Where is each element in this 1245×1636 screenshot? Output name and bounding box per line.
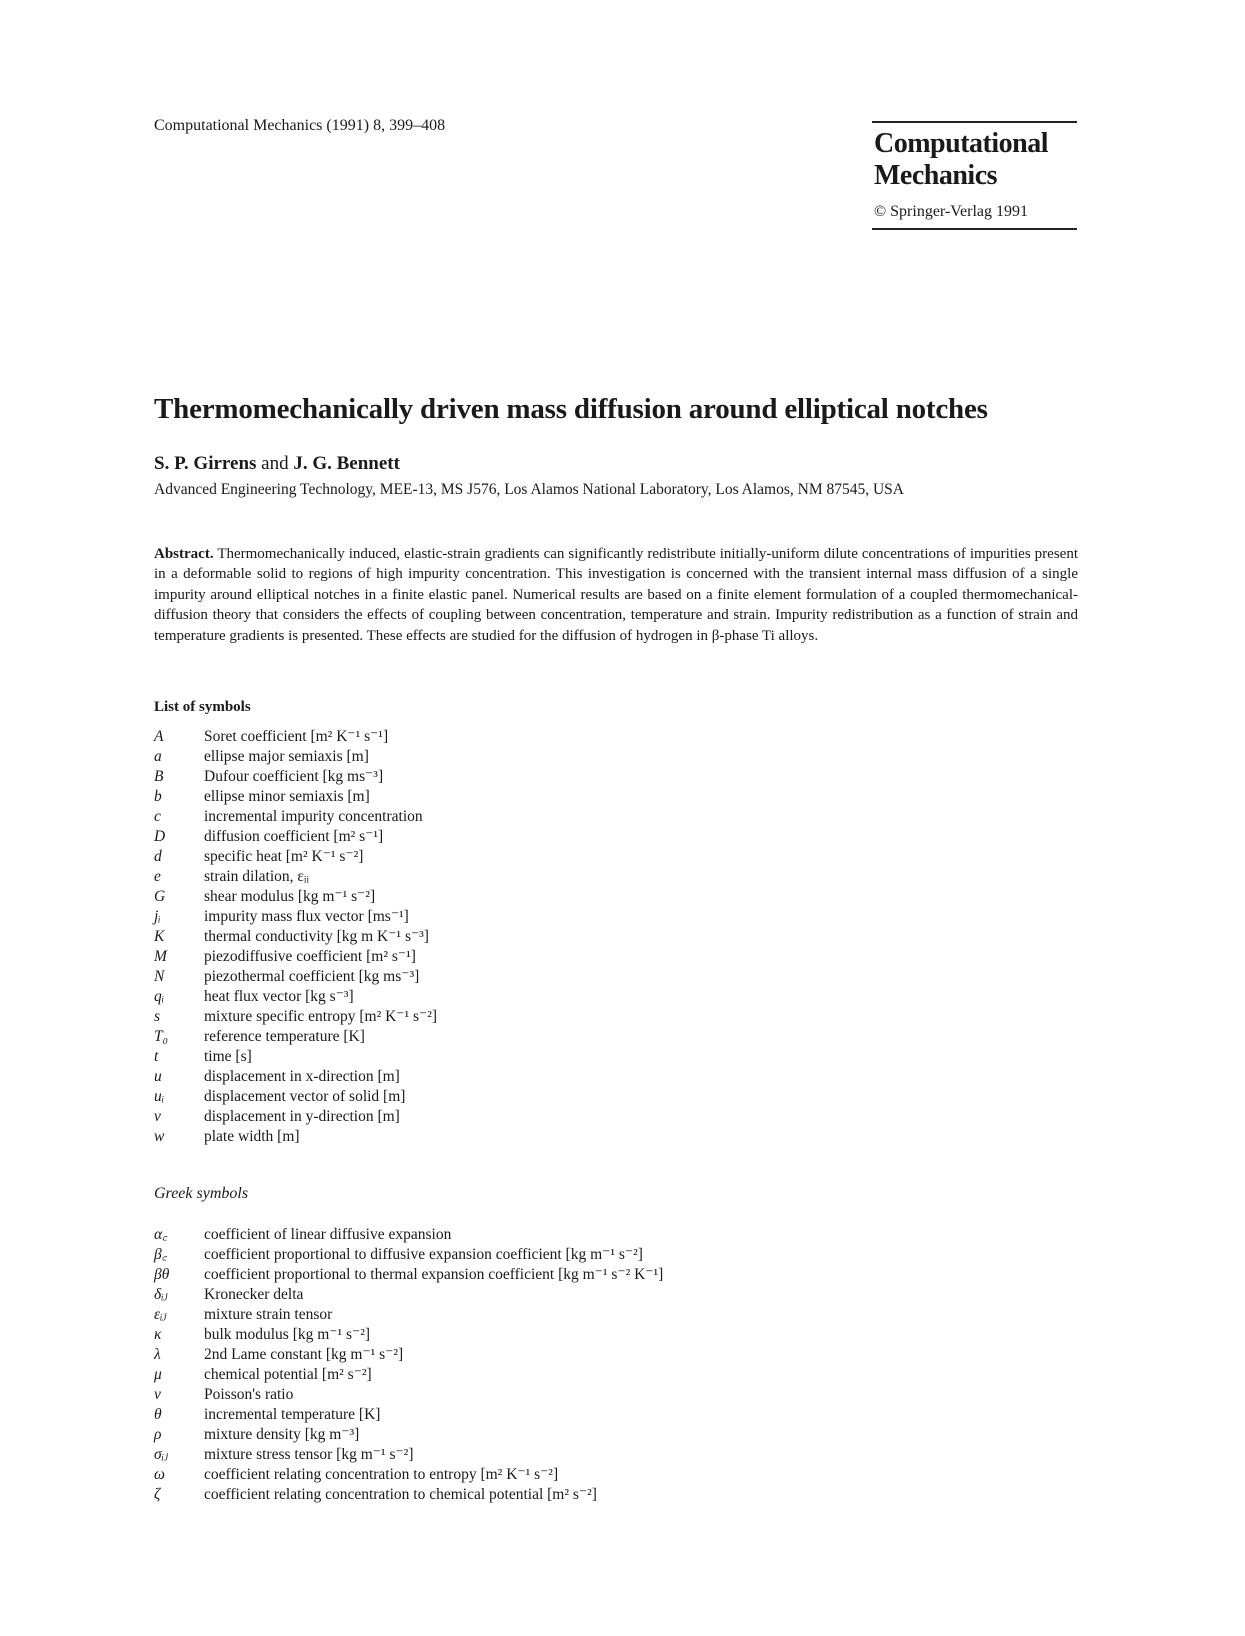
symbol-description: heat flux vector [kg s⁻³] (204, 988, 354, 1005)
author-name: S. P. Girrens (154, 453, 257, 474)
symbols-list (154, 727, 954, 1147)
symbol-description: mixture strain tensor (204, 1306, 333, 1323)
symbol-description: coefficient relating concentration to chemical potential [m² s⁻²] (204, 1486, 597, 1503)
symbol-description: bulk modulus [kg m⁻¹ s⁻²] (204, 1326, 371, 1343)
symbol-row (154, 767, 954, 787)
symbol-description: displacement in x-direction [m] (204, 1068, 400, 1085)
symbol-row (154, 1265, 954, 1285)
symbol-row (154, 1465, 954, 1485)
symbol-description: time [s] (204, 1048, 252, 1065)
symbol: c (154, 808, 161, 825)
symbol-description: mixture density [kg m⁻³] (204, 1426, 360, 1443)
symbol: a (154, 748, 162, 765)
symbol-row (154, 1485, 954, 1505)
symbol-row (154, 807, 954, 827)
symbol-row (154, 1225, 954, 1245)
symbol-row (154, 1385, 954, 1405)
symbol: e (154, 868, 161, 885)
symbol-row (154, 747, 954, 767)
symbol: M (154, 948, 167, 965)
symbol-description: Kronecker delta (204, 1286, 304, 1303)
paper-title: Thermomechanically driven mass diffusion around elliptical notches (154, 393, 988, 425)
greek-symbols-heading: Greek symbols (154, 1185, 249, 1202)
symbol: w (154, 1128, 165, 1145)
symbol-description: diffusion coefficient [m² s⁻¹] (204, 828, 384, 845)
symbol-description: mixture specific entropy [m² K⁻¹ s⁻²] (204, 1008, 438, 1025)
journal-name-line1: Computational (874, 128, 1048, 159)
symbol: μ (154, 1366, 162, 1383)
symbol: v (154, 1108, 161, 1125)
symbol: ρ (154, 1426, 162, 1443)
symbol: εᵢⱼ (154, 1306, 167, 1323)
symbol-row (154, 1107, 954, 1127)
symbol-description: Soret coefficient [m² K⁻¹ s⁻¹] (204, 728, 389, 745)
symbol-description: thermal conductivity [kg m K⁻¹ s⁻³] (204, 928, 429, 945)
symbol-row (154, 827, 954, 847)
symbol-row (154, 1285, 954, 1305)
symbol-row (154, 1425, 954, 1445)
symbol-description: 2nd Lame constant [kg m⁻¹ s⁻²] (204, 1346, 404, 1363)
greek-symbols-list (154, 1225, 954, 1505)
symbol-row (154, 967, 954, 987)
symbol-description: shear modulus [kg m⁻¹ s⁻²] (204, 888, 376, 905)
symbol: β꜀ (154, 1246, 168, 1263)
journal-citation: Computational Mechanics (1991) 8, 399–408 (154, 117, 446, 134)
symbol-row (154, 1127, 954, 1147)
symbol-description: impurity mass flux vector [ms⁻¹] (204, 908, 409, 925)
symbol-description: coefficient proportional to thermal expansion coefficient [kg m⁻¹ s⁻² K⁻¹] (204, 1266, 664, 1283)
symbol: ω (154, 1466, 165, 1483)
author-separator: and (261, 453, 289, 474)
symbol: uᵢ (154, 1088, 165, 1105)
symbol-description: mixture stress tensor [kg m⁻¹ s⁻²] (204, 1446, 414, 1463)
symbol: b (154, 788, 162, 805)
symbol-row (154, 727, 954, 747)
masthead-bottom-rule (872, 228, 1077, 230)
author-name: J. G. Bennett (293, 453, 400, 474)
symbol: κ (154, 1326, 162, 1343)
symbol-description: ellipse minor semiaxis [m] (204, 788, 370, 805)
symbol-description: piezodiffusive coefficient [m² s⁻¹] (204, 948, 416, 965)
abstract-label: Abstract. (154, 546, 214, 562)
symbol: α꜀ (154, 1226, 168, 1243)
symbol-description: displacement in y-direction [m] (204, 1108, 400, 1125)
symbol-description: specific heat [m² K⁻¹ s⁻²] (204, 848, 364, 865)
journal-name-line2: Mechanics (874, 160, 998, 191)
symbol-row (154, 1087, 954, 1107)
symbol-row (154, 1345, 954, 1365)
symbol-description: piezothermal coefficient [kg ms⁻³] (204, 968, 420, 985)
symbol-row (154, 927, 954, 947)
symbol: d (154, 848, 162, 865)
symbol: B (154, 768, 164, 785)
symbol: ν (154, 1386, 161, 1403)
symbol: jᵢ (154, 908, 161, 925)
copyright-notice: © Springer-Verlag 1991 (874, 203, 1029, 220)
symbol-description: strain dilation, εᵢᵢ (204, 868, 309, 885)
symbol: t (154, 1048, 159, 1065)
symbol-row (154, 1047, 954, 1067)
symbol-row (154, 1305, 954, 1325)
symbol-row (154, 1007, 954, 1027)
symbol-description: incremental temperature [K] (204, 1406, 381, 1423)
symbol-row (154, 947, 954, 967)
symbol: qᵢ (154, 988, 165, 1005)
symbol: u (154, 1068, 162, 1085)
symbol-row (154, 867, 954, 887)
symbol-row (154, 1325, 954, 1345)
symbol-row (154, 1445, 954, 1465)
symbol-description: Poisson's ratio (204, 1386, 294, 1403)
symbol-description: incremental impurity concentration (204, 808, 423, 825)
symbol-row (154, 847, 954, 867)
symbol-description: reference temperature [K] (204, 1028, 365, 1045)
symbol-row (154, 887, 954, 907)
abstract (154, 544, 1078, 646)
symbol-row (154, 907, 954, 927)
symbol-description: Dufour coefficient [kg ms⁻³] (204, 768, 384, 785)
symbol: A (154, 728, 164, 745)
symbol-row (154, 787, 954, 807)
symbol-description: displacement vector of solid [m] (204, 1088, 406, 1105)
symbol: σᵢⱼ (154, 1446, 169, 1463)
journal-masthead (874, 128, 1048, 192)
symbol-row (154, 1027, 954, 1047)
symbol: s (154, 1008, 161, 1025)
masthead-top-rule (872, 121, 1077, 123)
symbol-description: coefficient proportional to diffusive expansion coefficient [kg m⁻¹ s⁻²] (204, 1246, 643, 1263)
symbol-row (154, 987, 954, 1007)
symbol-row (154, 1067, 954, 1087)
symbol: ζ (154, 1486, 161, 1503)
symbol-description: chemical potential [m² s⁻²] (204, 1366, 372, 1383)
symbol: θ (154, 1406, 162, 1423)
symbols-heading: List of symbols (154, 699, 251, 715)
symbol-row (154, 1365, 954, 1385)
author-line (154, 453, 400, 475)
symbol-row (154, 1245, 954, 1265)
abstract-text: Thermomechanically induced, elastic-strain gradients can significantly redistribute initially-uniform dilute concentrations of impurities present in a deformable solid to regions of high impurity concentration. This investigation is concerned with the transient internal mass diffusion of a single impurity around elliptical notches in a finite elastic panel. Numerical results are based on a finite element formulation of a coupled thermomechanical-diffusion theory that considers the effects of coupling between concentration, temperature and strain. Impurity redistribution as a function of strain and temperature gradients is presented. These effects are studied for the diffusion of hydrogen in β-phase Ti alloys. (154, 546, 1078, 644)
symbol: K (154, 928, 165, 945)
symbol-description: coefficient of linear diffusive expansion (204, 1226, 452, 1243)
symbol: T₀ (154, 1028, 169, 1045)
symbol: G (154, 888, 166, 905)
symbol-row (154, 1405, 954, 1425)
symbol: λ (154, 1346, 161, 1363)
symbol: D (154, 828, 166, 845)
symbol-description: ellipse major semiaxis [m] (204, 748, 369, 765)
symbol: N (154, 968, 165, 985)
symbol: δᵢⱼ (154, 1286, 168, 1303)
symbol-description: plate width [m] (204, 1128, 300, 1145)
symbol: βθ (154, 1266, 170, 1283)
author-affiliation: Advanced Engineering Technology, MEE-13, MS J576, Los Alamos National Laboratory, Los Alamos, NM 87545, USA (154, 481, 904, 498)
symbol-description: coefficient relating concentration to entropy [m² K⁻¹ s⁻²] (204, 1466, 559, 1483)
